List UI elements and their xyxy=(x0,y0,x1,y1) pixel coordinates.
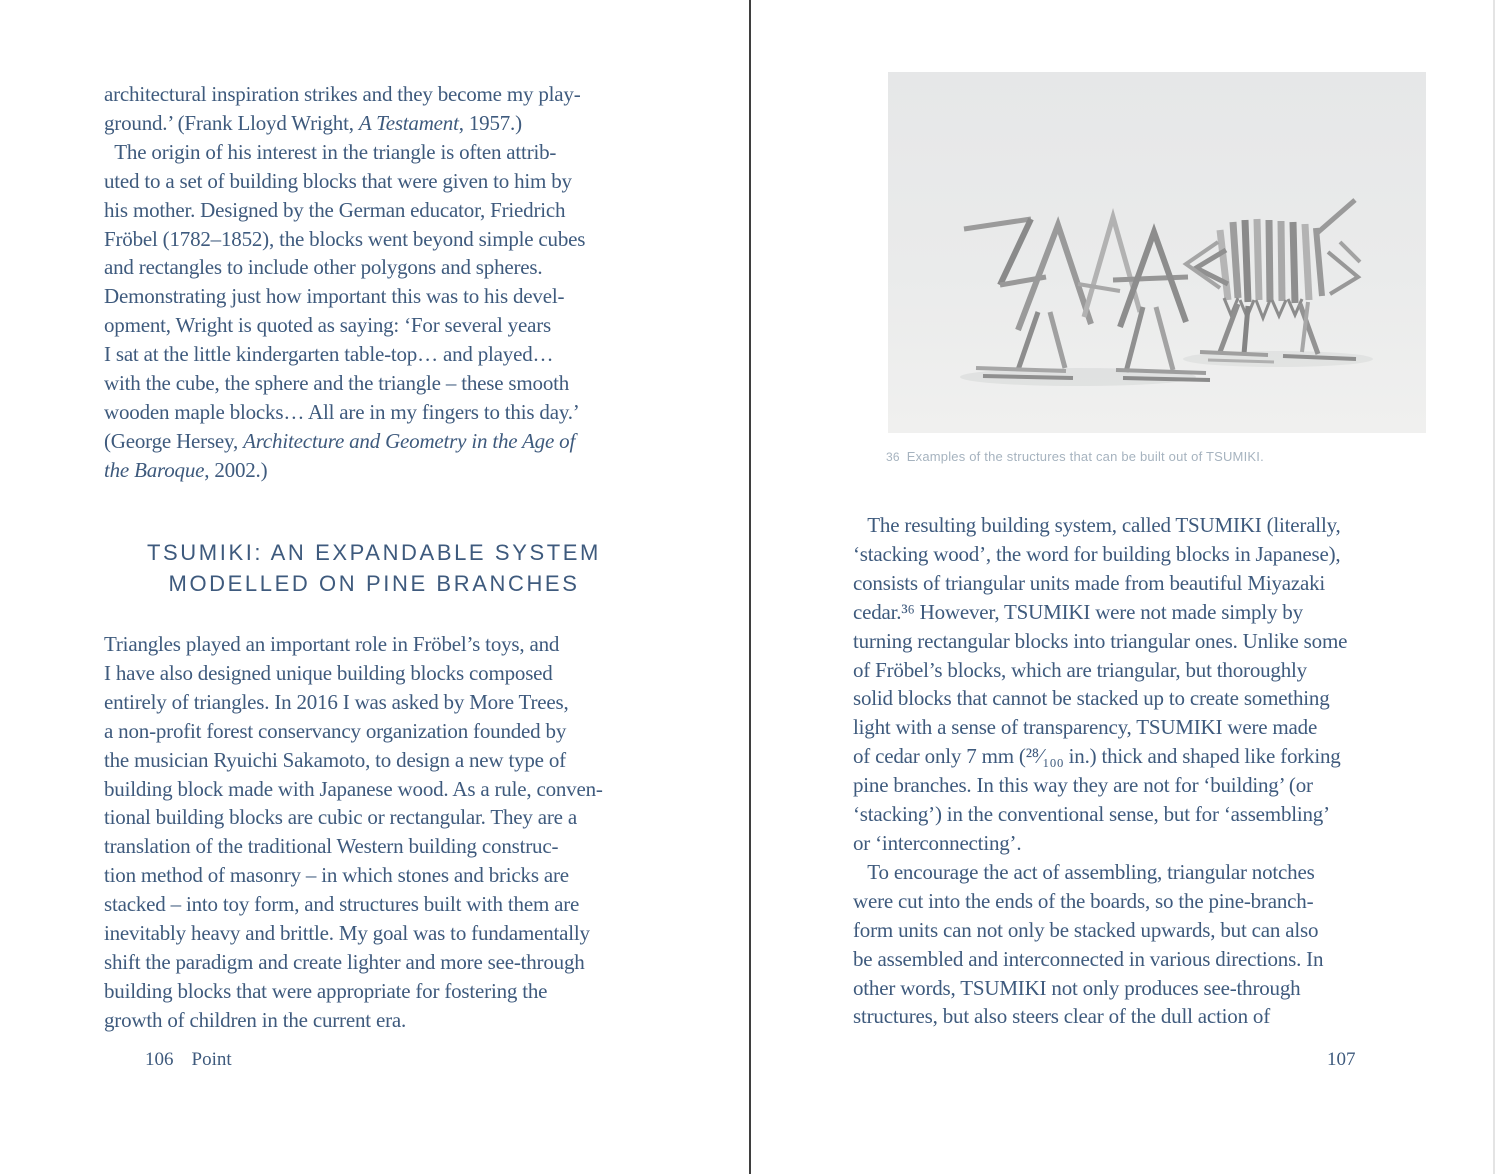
running-title: Point xyxy=(191,1049,232,1070)
right-text-block xyxy=(853,511,1405,1031)
right-structure xyxy=(1186,200,1360,362)
text-segment: I have also designed unique building blocks composed xyxy=(104,660,553,685)
text-segment: building blocks that were appropriate for fostering the xyxy=(104,978,548,1003)
page-number: 106 xyxy=(145,1049,174,1070)
text-segment: Fröbel (1782–1852), the blocks went beyond simple cubes xyxy=(104,226,586,251)
text-segment: the musician Ryuichi Sakamoto, to design a new type of xyxy=(104,747,566,772)
page-number: 107 xyxy=(1327,1049,1356,1070)
text-line xyxy=(104,398,664,427)
text-segment: and rectangles to include other polygons and spheres. xyxy=(104,255,543,280)
text-line xyxy=(853,656,1405,685)
paragraph xyxy=(104,80,664,485)
text-line xyxy=(853,540,1405,569)
text-line xyxy=(853,829,1405,858)
text-segment: inevitably heavy and brittle. My goal was to fundamentally xyxy=(104,921,590,946)
text-segment: solid blocks that cannot be stacked up to create something xyxy=(853,686,1330,711)
text-line xyxy=(104,919,664,948)
page-footer-left xyxy=(145,1048,232,1072)
tsumiki-photo xyxy=(888,72,1426,433)
text-segment: with the cube, the sphere and the triangle – these smooth xyxy=(104,371,570,396)
text-line xyxy=(104,659,664,688)
text-segment: entirely of triangles. In 2016 I was asked by More Trees, xyxy=(104,689,569,714)
text-segment: be assembled and interconnected in various directions. In xyxy=(853,946,1324,971)
text-segment: a non-profit forest conservancy organization founded by xyxy=(104,718,567,743)
text-segment: tion method of masonry – in which stones and bricks are xyxy=(104,863,569,888)
figure-number: 36 xyxy=(886,450,900,464)
text-line xyxy=(104,746,664,775)
text-line xyxy=(853,511,1405,540)
text-segment: ‘stacking wood’, the word for building blocks in Japanese), xyxy=(853,541,1341,566)
text-segment: structures, but also steers clear of the dull action of xyxy=(853,1004,1271,1029)
text-segment: wooden maple blocks… All are in my fingers to this day.’ xyxy=(104,399,580,424)
text-segment: stacked – into toy form, and structures built with them are xyxy=(104,892,580,917)
text-line xyxy=(104,138,664,167)
text-segment: consists of triangular units made from beautiful Miyazaki xyxy=(853,570,1326,595)
text-segment: translation of the traditional Western building construc- xyxy=(104,834,559,859)
text-segment: architectural inspiration strikes and they become my play- xyxy=(104,82,581,106)
text-segment: his mother. Designed by the German educator, Friedrich xyxy=(104,197,566,222)
paragraph xyxy=(853,511,1405,858)
text-line xyxy=(853,627,1405,656)
text-line xyxy=(104,717,664,746)
text-line xyxy=(104,369,664,398)
text-segment: of Fröbel’s blocks, which are triangular, but thoroughly xyxy=(853,657,1307,682)
text-segment: turning rectangular blocks into triangular ones. Unlike some xyxy=(853,628,1348,653)
text-segment: , 1957.) xyxy=(458,110,522,135)
text-line xyxy=(104,253,664,282)
text-line xyxy=(104,167,664,196)
text-segment: light with a sense of transparency, TSUMIKI were made xyxy=(853,715,1318,740)
text-line xyxy=(104,225,664,254)
text-segment: A Testament xyxy=(358,110,459,135)
text-segment: cedar.³⁶ However, TSUMIKI were not made simply by xyxy=(853,599,1303,624)
text-segment: opment, Wright is quoted as saying: ‘For several years xyxy=(104,313,551,338)
text-line xyxy=(104,890,664,919)
text-segment: Triangles played an important role in Fröbel’s toys, and xyxy=(104,632,560,656)
text-line xyxy=(104,340,664,369)
text-line xyxy=(853,684,1405,713)
text-segment: tional building blocks are cubic or rectangular. They are a xyxy=(104,805,577,830)
text-segment: shift the paradigm and create lighter and more see-through xyxy=(104,949,585,974)
text-line xyxy=(853,771,1405,800)
text-line xyxy=(104,282,664,311)
text-line xyxy=(104,109,664,138)
text-line xyxy=(104,948,664,977)
text-line xyxy=(853,858,1405,887)
figure-caption-text: Examples of the structures that can be built out of TSUMIKI. xyxy=(906,449,1264,464)
heading-line-1: TSUMIKI: AN EXPANDABLE SYSTEM xyxy=(147,540,601,565)
figure-caption xyxy=(886,449,1446,464)
text-line xyxy=(853,742,1405,771)
paragraph xyxy=(104,630,664,1035)
page-gutter-divider xyxy=(749,0,751,1174)
tsumiki-structures-illustration xyxy=(888,72,1426,433)
page-right-edge xyxy=(1493,0,1495,1174)
text-line xyxy=(853,569,1405,598)
text-segment: I sat at the little kindergarten table-top… and played… xyxy=(104,342,554,367)
text-segment: or ‘interconnecting’. xyxy=(853,830,1022,855)
text-line xyxy=(104,803,664,832)
text-line xyxy=(104,775,664,804)
text-segment: The resulting building system, called TSUMIKI (literally, xyxy=(853,513,1341,537)
text-segment: (George Hersey, xyxy=(104,428,244,453)
text-line xyxy=(104,630,664,659)
page-footer-right xyxy=(1327,1048,1356,1072)
text-segment: To encourage the act of assembling, triangular notches xyxy=(853,859,1315,884)
text-line xyxy=(104,832,664,861)
text-segment: Architecture and Geometry in the Age of xyxy=(243,428,576,453)
text-segment: ground.’ (Frank Lloyd Wright, xyxy=(104,110,359,135)
text-line xyxy=(104,977,664,1006)
text-line xyxy=(104,427,664,456)
text-line xyxy=(104,688,664,717)
text-segment: of cedar only 7 mm (²⁸⁄₁₀₀ in.) thick and shaped like forking xyxy=(853,744,1341,769)
text-line xyxy=(104,80,664,109)
text-line xyxy=(853,945,1405,974)
left-structure xyxy=(964,217,1210,380)
text-segment: other words, TSUMIKI not only produces see-through xyxy=(853,975,1301,1000)
text-segment: The origin of his interest in the triangle is often attrib- xyxy=(104,139,557,164)
text-line xyxy=(853,916,1405,945)
text-line xyxy=(853,887,1405,916)
heading-line-2: MODELLED ON PINE BRANCHES xyxy=(168,571,580,596)
text-segment: the Baroque xyxy=(104,457,205,482)
text-line xyxy=(853,598,1405,627)
text-line xyxy=(853,1002,1405,1031)
text-segment: , 2002.) xyxy=(204,457,268,482)
text-line xyxy=(853,974,1405,1003)
text-line xyxy=(104,311,664,340)
text-segment: pine branches. In this way they are not for ‘building’ (or xyxy=(853,773,1313,798)
text-segment: growth of children in the current era. xyxy=(104,1007,407,1032)
paragraph xyxy=(853,858,1405,1031)
text-segment: uted to a set of building blocks that were given to him by xyxy=(104,168,572,193)
text-segment: ‘stacking’) in the conventional sense, but for ‘assembling’ xyxy=(853,802,1330,827)
text-segment: were cut into the ends of the boards, so the pine-branch- xyxy=(853,888,1314,913)
text-line xyxy=(853,800,1405,829)
text-segment: form units can not only be stacked upwards, but can also xyxy=(853,917,1319,942)
text-line xyxy=(853,713,1405,742)
text-line xyxy=(104,196,664,225)
text-segment: Demonstrating just how important this was to his devel- xyxy=(104,284,565,309)
text-segment: building block made with Japanese wood. As a rule, conven- xyxy=(104,776,603,801)
text-line xyxy=(104,1006,664,1035)
text-line xyxy=(104,861,664,890)
text-line xyxy=(104,456,664,485)
section-heading xyxy=(104,537,644,599)
